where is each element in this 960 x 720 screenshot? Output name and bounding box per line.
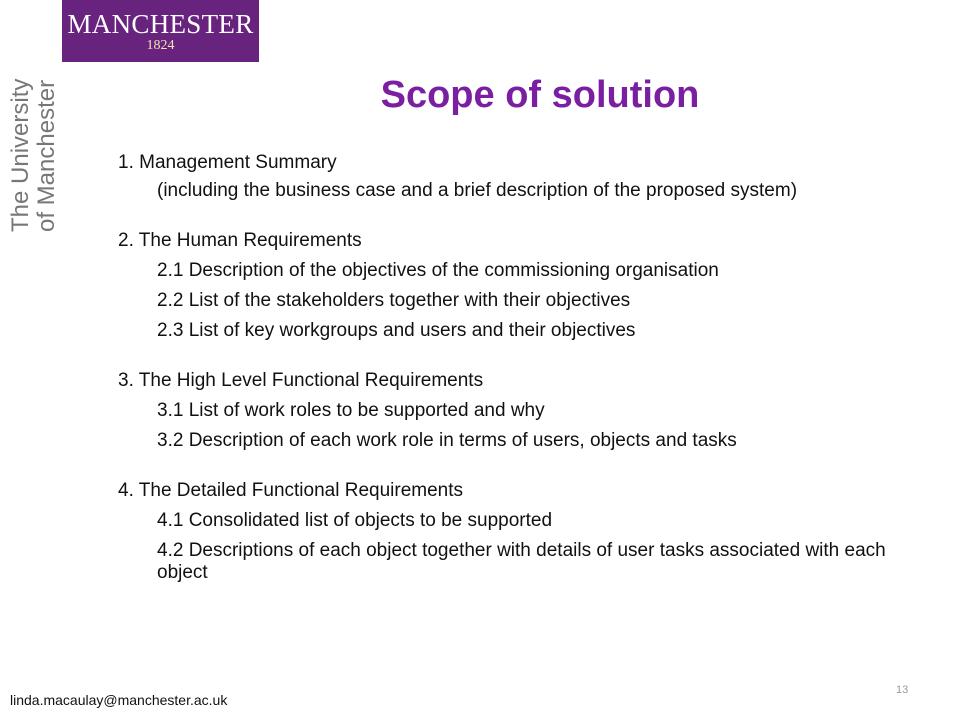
section-item: 3.1 List of work roles to be supported and why [157, 400, 545, 421]
section-heading: 2. The Human Requirements [118, 230, 362, 251]
section-item: 2.3 List of key workgroups and users and their objectives [157, 320, 636, 341]
slide-content [118, 152, 908, 584]
page-number: 13 [896, 684, 909, 696]
section-item: 4.1 Consolidated list of objects to be supported [157, 510, 553, 531]
section-item: (including the business case and a brief description of the proposed system) [157, 180, 798, 201]
slide-title: Scope of solution [380, 74, 700, 116]
section-item: 3.2 Description of each work role in terms of users, objects and tasks [157, 430, 737, 451]
footer-email: linda.macaulay@manchester.ac.uk [10, 692, 228, 708]
section-heading: 1. Management Summary [118, 152, 337, 173]
vertical-university-name [8, 62, 60, 232]
section-heading: 4. The Detailed Functional Requirements [118, 480, 464, 501]
university-logo [62, 0, 259, 62]
vertical-line-2: of Manchester [33, 79, 60, 232]
section-item: 2.2 List of the stakeholders together with their objectives [157, 290, 631, 311]
logo-name: MANCHESTER [67, 9, 254, 39]
logo-year: 1824 [146, 38, 175, 53]
vertical-line-1: The University [7, 78, 34, 232]
section-item: 2.1 Description of the objectives of the commissioning organisation [157, 260, 719, 281]
section-item: 4.2 Descriptions of each object together with details of user tasks associated with each object [157, 540, 886, 583]
section-heading: 3. The High Level Functional Requirements [118, 370, 484, 391]
